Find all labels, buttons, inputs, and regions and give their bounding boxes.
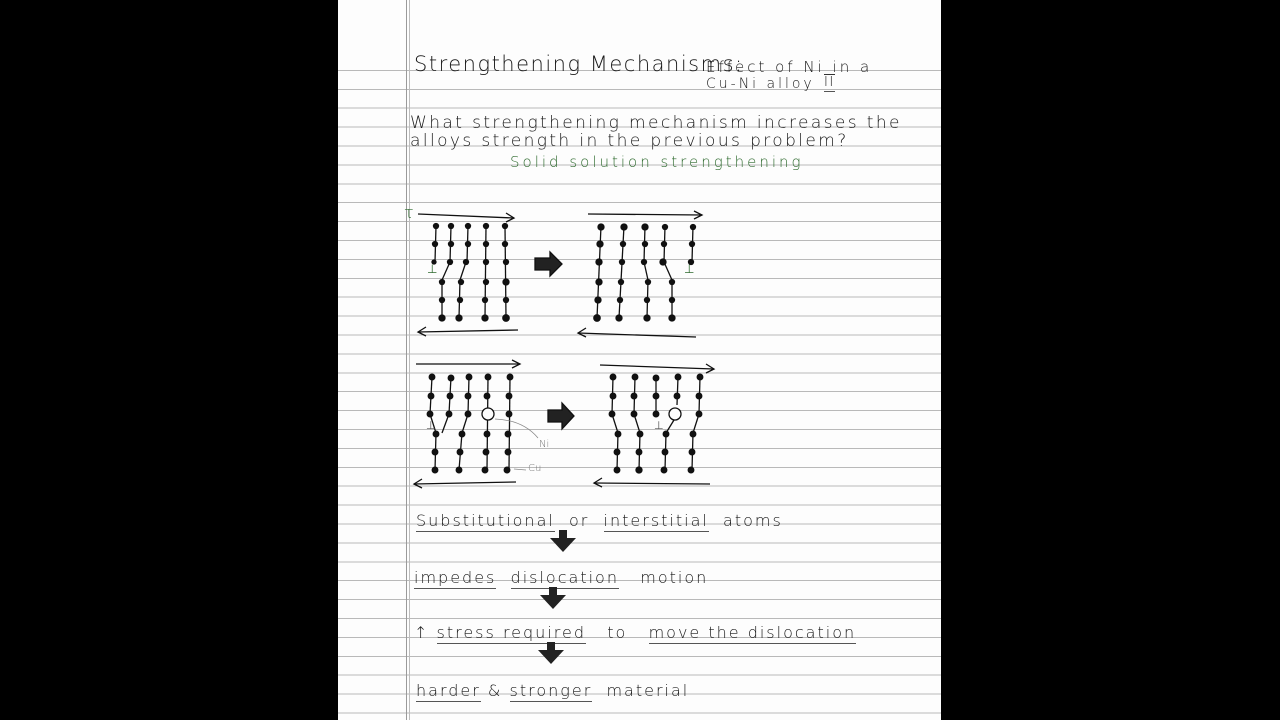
notebook-page: [338, 0, 941, 720]
chain-word: motion: [640, 568, 709, 587]
chain-step-2: [414, 568, 708, 587]
dislocation-symbol-right: ⊥: [684, 262, 695, 276]
down-arrow-icon: [550, 530, 580, 554]
chain-word: stress required: [436, 623, 586, 642]
question-line1: What strengthening mechanism increases the: [410, 113, 902, 133]
title-sub-line2: Cu-Ni alloy: [706, 76, 815, 92]
chain-word: dislocation: [510, 568, 619, 587]
chain-step-3: [414, 623, 856, 642]
title-roman-numeral: II: [824, 75, 835, 90]
title-sub-line1: Effect of Ni in a: [706, 58, 873, 76]
up-arrow-icon: ↑: [414, 623, 430, 642]
dislocation-symbol-solute-right: ⊥: [654, 419, 664, 432]
tau-label: τ: [404, 203, 416, 222]
chain-word: interstitial: [603, 511, 709, 530]
ni-atom-label: Ni: [539, 439, 550, 450]
question-line2: alloys strength in the previous problem?: [410, 131, 849, 151]
chain-word: Substitutional: [416, 511, 555, 530]
dislocation-symbol-solute-left: ⊥: [426, 419, 436, 432]
answer-text: Solid solution strengthening: [510, 153, 804, 171]
down-arrow-icon: [540, 587, 570, 611]
dislocation-symbol-left: ⊥: [427, 262, 438, 276]
chain-step-4: [416, 681, 689, 700]
cu-atom-label: Cu: [528, 463, 542, 474]
down-arrow-icon: [538, 642, 568, 666]
chain-word: &: [487, 681, 503, 700]
chain-step-1: [416, 511, 783, 530]
chain-word: move the dislocation: [648, 623, 857, 642]
chain-word: to: [607, 623, 628, 642]
chain-word: harder: [416, 681, 481, 700]
chain-word: or: [569, 511, 590, 530]
chain-word: stronger: [509, 681, 593, 700]
chain-word: atoms: [723, 511, 783, 530]
chain-word: material: [606, 681, 690, 700]
solute-dislocation-diagram: [338, 0, 941, 720]
chain-word: impedes: [414, 568, 497, 587]
title-main: Strengthening Mechanisms:: [414, 52, 744, 76]
